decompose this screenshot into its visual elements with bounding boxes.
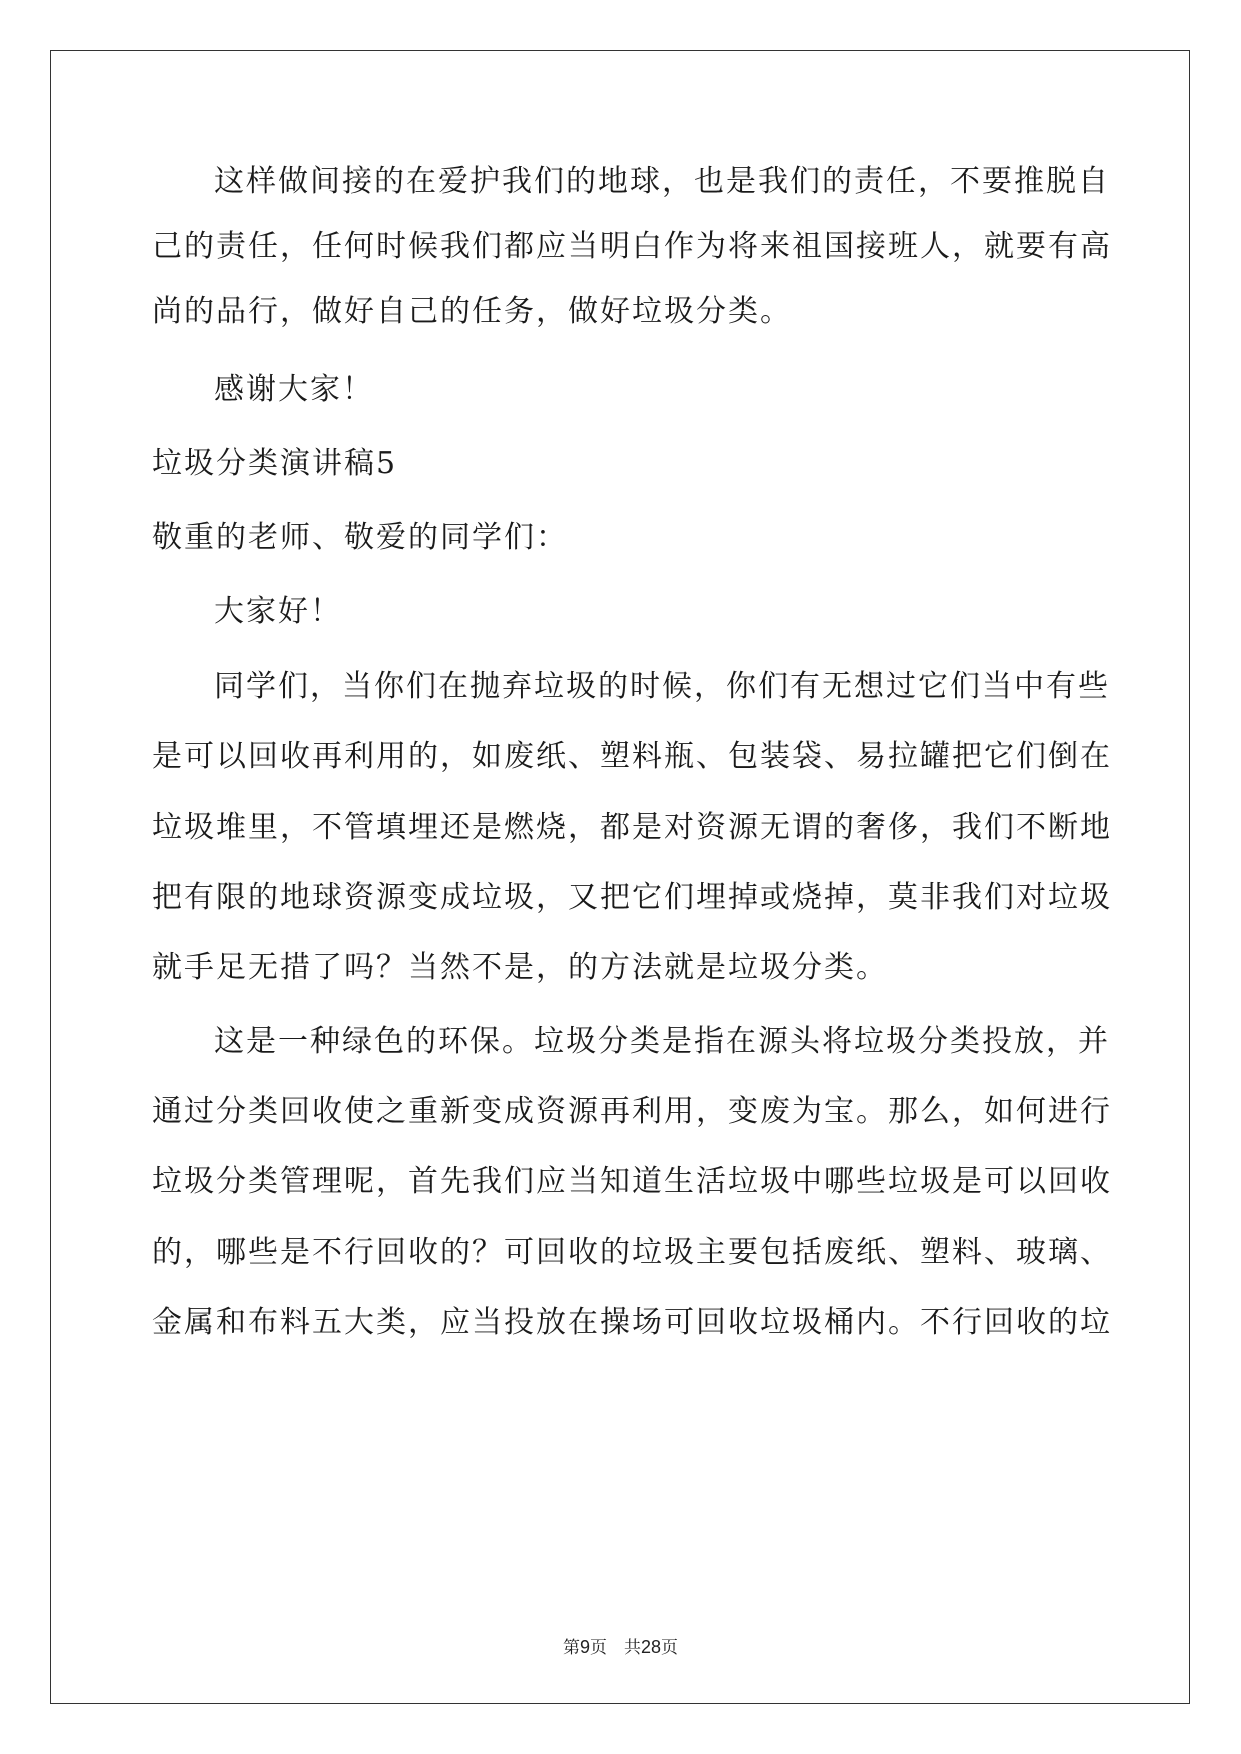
greeting-line: 大家好！ xyxy=(214,594,342,629)
paragraph-line: 同学们，当你们在抛弃垃圾的时候，你们有无想过它们当中有些 xyxy=(214,669,1110,704)
total-page-number: 28 xyxy=(640,1637,662,1657)
salutation-line: 敬重的老师、敬爱的同学们： xyxy=(152,520,568,555)
paragraph-line: 把有限的地球资源变成垃圾，又把它们埋掉或烧掉，莫非我们对垃圾 xyxy=(152,880,1112,915)
paragraph-line: 金属和布料五大类，应当投放在操场可回收垃圾桶内。不行回收的垃 xyxy=(152,1305,1112,1340)
current-page-number: 9 xyxy=(579,1637,590,1657)
paragraph-line: 这是一种绿色的环保。垃圾分类是指在源头将垃圾分类投放，并 xyxy=(214,1024,1110,1059)
paragraph-line: 尚的品行，做好自己的任务，做好垃圾分类。 xyxy=(152,294,792,329)
paragraph-line: 通过分类回收使之重新变成资源再利用，变废为宝。那么，如何进行 xyxy=(152,1094,1112,1129)
paragraph-line: 这样做间接的在爱护我们的地球，也是我们的责任，不要推脱自 xyxy=(214,164,1110,199)
paragraph-line: 就手足无措了吗？当然不是，的方法就是垃圾分类。 xyxy=(152,950,888,985)
paragraph-line: 己的责任，任何时候我们都应当明白作为将来祖国接班人，就要有高 xyxy=(152,229,1112,264)
paragraph-line: 垃圾分类管理呢，首先我们应当知道生活垃圾中哪些垃圾是可以回收 xyxy=(152,1164,1112,1199)
paragraph-line: 垃圾堆里，不管填埋还是燃烧，都是对资源无谓的奢侈，我们不断地 xyxy=(152,810,1112,845)
paragraph-line: 是可以回收再利用的，如废纸、塑料瓶、包装袋、易拉罐把它们倒在 xyxy=(152,739,1112,774)
section-heading: 垃圾分类演讲稿5 xyxy=(152,446,398,481)
footer-prefix: 第 xyxy=(562,1638,580,1658)
footer-middle: 页 共 xyxy=(589,1638,641,1658)
page-footer xyxy=(0,1635,1241,1660)
footer-suffix: 页 xyxy=(661,1638,679,1658)
paragraph-line: 的，哪些是不行回收的？可回收的垃圾主要包括废纸、塑料、玻璃、 xyxy=(152,1235,1112,1270)
paragraph-line: 感谢大家！ xyxy=(214,372,374,407)
